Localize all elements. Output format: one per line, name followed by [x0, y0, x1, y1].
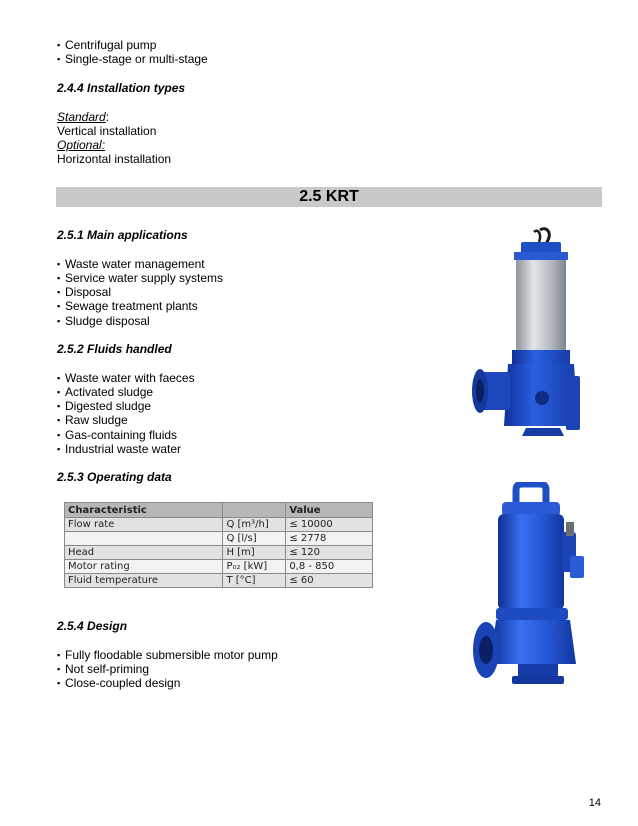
table-cell: Head — [65, 546, 223, 560]
bullet-item: ▪ Sewage treatment plants — [57, 299, 198, 314]
bullet-item: ▪ Activated sludge — [57, 385, 153, 400]
table-header-row — [65, 503, 373, 518]
table-cell: P₀₂ [kW] — [223, 560, 286, 574]
bullet-item: ▪ Disposal — [57, 285, 111, 300]
bullet-item: ▪ Industrial waste water — [57, 442, 181, 457]
section-title-banner: 2.5 KRT — [56, 187, 602, 207]
table-cell: ≤ 2778 — [286, 532, 373, 546]
table-row — [65, 546, 373, 560]
operating-data-table — [64, 502, 373, 588]
standard-colon: : — [105, 110, 110, 124]
table-header-cell — [223, 503, 286, 518]
design-heading: 2.5.4 Design — [57, 619, 128, 633]
fluids-heading: 2.5.2 Fluids handled — [57, 342, 172, 356]
table-cell: ≤ 120 — [286, 546, 373, 560]
table-row — [65, 518, 373, 532]
table-cell: Q [m³/h] — [223, 518, 286, 532]
optional-label: Optional: — [57, 138, 106, 152]
page-number: 14 — [588, 797, 601, 809]
table-cell: T [°C] — [223, 574, 286, 588]
table-cell: ≤ 60 — [286, 574, 373, 588]
bullet-item: ▪ Digested sludge — [57, 399, 151, 414]
standard-line — [57, 110, 109, 124]
table-row — [65, 560, 373, 574]
installation-heading: 2.4.4 Installation types — [57, 81, 186, 95]
standard-value: Vertical installation — [57, 124, 157, 138]
table-header-cell: Value — [286, 503, 373, 518]
table-cell: Q [l/s] — [223, 532, 286, 546]
bullet-item: ▪ Centrifugal pump — [57, 38, 156, 53]
table-cell: Fluid temperature — [65, 574, 223, 588]
bullet-item: ▪ Waste water management — [57, 257, 205, 272]
table-header-cell: Characteristic — [65, 503, 223, 518]
table-row — [65, 574, 373, 588]
optional-value: Horizontal installation — [57, 152, 172, 166]
operating-heading: 2.5.3 Operating data — [57, 470, 172, 484]
bullet-item: ▪ Single-stage or multi-stage — [57, 52, 208, 67]
bullet-item: ▪ Raw sludge — [57, 413, 128, 428]
table-cell — [65, 532, 223, 546]
table-cell: ≤ 10000 — [286, 518, 373, 532]
bullet-item: ▪ Service water supply systems — [57, 271, 223, 286]
table-row — [65, 532, 373, 546]
bullet-item: ▪ Waste water with faeces — [57, 371, 195, 386]
table-cell: H [m] — [223, 546, 286, 560]
table-cell: 0,8 - 850 — [286, 560, 373, 574]
table-cell: Flow rate — [65, 518, 223, 532]
pump-photo-blue — [466, 482, 596, 690]
bullet-item: ▪ Close-coupled design — [57, 676, 180, 691]
bullet-item: ▪ Not self-priming — [57, 662, 149, 677]
bullet-item: ▪ Sludge disposal — [57, 314, 150, 329]
standard-label: Standard — [57, 110, 106, 124]
table-cell: Motor rating — [65, 560, 223, 574]
bullet-item: ▪ Gas-containing fluids — [57, 428, 177, 443]
pump-photo-vertical — [468, 226, 586, 438]
bullet-item: ▪ Fully floodable submersible motor pump — [57, 648, 278, 663]
applications-heading: 2.5.1 Main applications — [57, 228, 188, 242]
